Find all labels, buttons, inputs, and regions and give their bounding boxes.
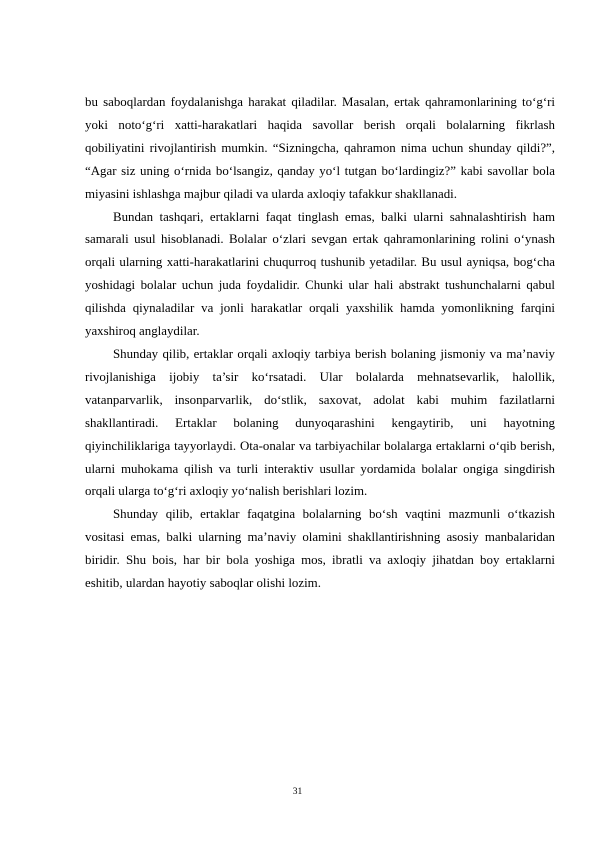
page-number: 31: [292, 787, 303, 797]
paragraph-2: Bundan tashqari, ertaklarni faqat tinglash emas, balki ularni sahnalashtirish ham samarali usul hisoblanadi. Bolalar o‘zlari sevgan ertak qahramonlarining rolini o‘ynash orqali ularning xatti-harakatlarini chuqurroq tushunib yetadilar. Bu usul ayniqsa, bog‘cha yoshidagi bolalar uchun juda foydalidir. Chunki ular hali abstrakt tushunchalarni qabul qilishda qiynaladilar va jonli harakatlar orqali yaxshilik hamda yomonlikning farqini yaxshiroq anglaydilar.: [85, 209, 555, 339]
paragraph-3: Shunday qilib, ertaklar orqali axloqiy tarbiya berish bolaning jismoniy va ma’naviy rivojlanishiga ijobiy ta’sir ko‘rsatadi. Ular bolalarda mehnatsevarlik, halollik, vatanparvarlik, insonparvarlik, do‘stlik, saxovat, adolat kabi muhim fazilatlarni shakllantiradi. Ertaklar bolaning dunyoqarashini kengaytirib, uni hayotning qiyinchiliklariga tayyorlaydi. Ota-onalar va tarbiyachilar bolalarga ertaklarni o‘qib berish, ularni muhokama qilish va turli interaktiv usullar yordamida bolalar ongiga singdirish orqali ularga to‘g‘ri axloqiy yo‘nalish berishlari lozim.: [85, 346, 555, 499]
page-body: [85, 91, 555, 595]
paragraph-4: Shunday qilib, ertaklar faqatgina bolalarning bo‘sh vaqtini mazmunli o‘tkazish vositasi emas, balki ularning ma’naviy olamini shakllantirishning asosiy manbalaridan biridir. Shu bois, har bir bola yoshiga mos, ibratli va axloqiy jihatdan boy ertaklarni eshitib, ulardan hayotiy saboqlar olishi lozim.: [85, 507, 555, 591]
paragraph-1: bu saboqlardan foydalanishga harakat qiladilar. Masalan, ertak qahramonlarining to‘g‘ri yoki noto‘g‘ri xatti-harakatlari haqida savollar berish orqali bolalarning fikrlash qobiliyatini rivojlantirish mumkin. “Sizningcha, qahramon nima uchun shunday qildi?”, “Agar siz uning o‘rnida bo‘lsangiz, qanday yo‘l tutgan bo‘lardingiz?” kabi savollar bola miyasini ishlashga majbur qiladi va ularda axloqiy tafakkur shakllanadi.: [85, 95, 555, 201]
